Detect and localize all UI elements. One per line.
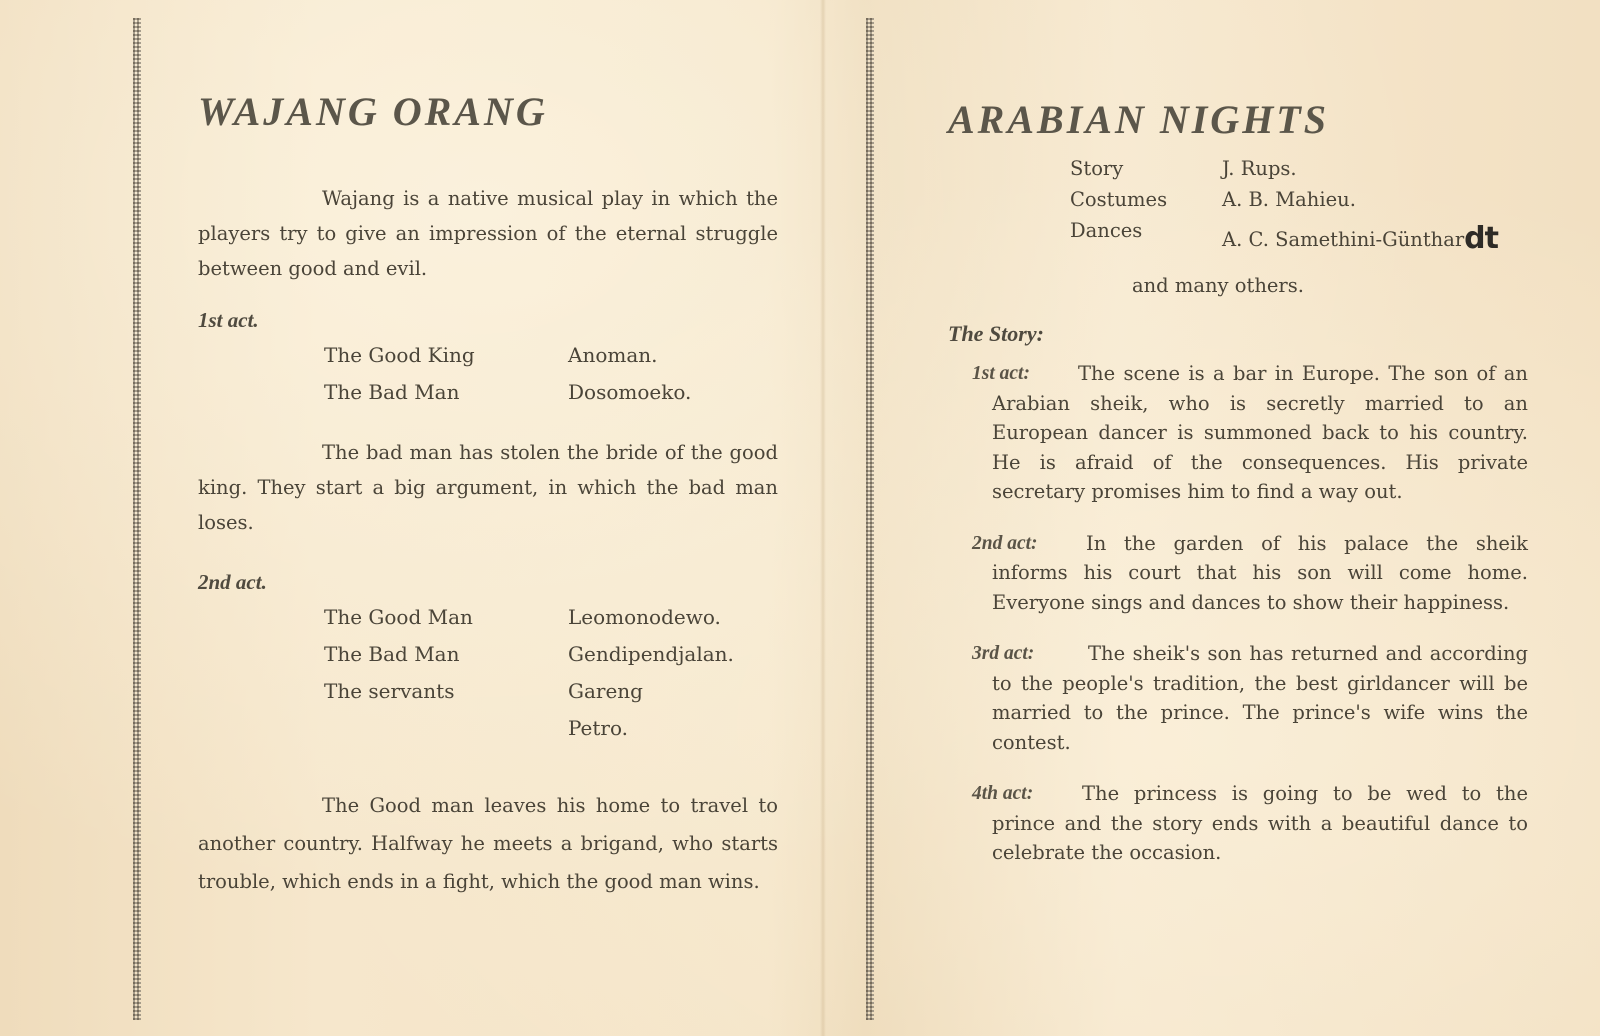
credit-name-printed: A. C. Samethini-Günthar xyxy=(1222,228,1465,251)
act2-text: The Good man leaves his home to travel to another country. Halfway he meets a brigand, who starts trouble, which ends in a fight, which the good man wins. xyxy=(198,794,778,893)
credits-list xyxy=(948,157,1528,256)
cast-role: The Good Man xyxy=(324,605,473,629)
act1-cast xyxy=(198,343,778,417)
cast-actor: Dosomoeko. xyxy=(568,380,692,404)
act2-cast xyxy=(198,605,778,753)
credit-row xyxy=(948,219,1528,256)
cast-actor: Petro. xyxy=(568,716,629,740)
wajang-orang-page xyxy=(198,88,778,901)
cast-row xyxy=(198,642,778,679)
story-act-2 xyxy=(948,529,1528,618)
credit-name: A. B. Mahieu. xyxy=(1222,188,1356,211)
cast-actor: Gendipendjalan. xyxy=(568,642,734,666)
cast-actor: Gareng xyxy=(568,679,643,703)
story-act-label: 4th act: xyxy=(972,783,1034,804)
story-act-4 xyxy=(948,779,1528,868)
cast-role: The Good King xyxy=(324,343,475,367)
cast-role: The Bad Man xyxy=(324,642,460,666)
arabian-nights-page xyxy=(948,96,1528,868)
credit-label: Story xyxy=(1070,157,1124,180)
credit-label: Costumes xyxy=(1070,188,1168,211)
story-act-label: 1st act: xyxy=(972,363,1030,384)
story-act-text: The sheik's son has returned and according to the people's tradition, the best girldancer will be married to the prince. The prince's wife wins the contest. xyxy=(992,642,1528,754)
cast-actor: Leomonodewo. xyxy=(568,605,721,629)
and-many-others: and many others. xyxy=(1132,274,1304,297)
handwritten-correction: dt xyxy=(1464,221,1498,256)
story-act-text: The scene is a bar in Europe. The son of an Arabian sheik, who is secretly married to an European dancer is summoned back to his country. He is afraid of the consequences. His private secretary promises him to find a way out. xyxy=(992,362,1528,503)
cast-row xyxy=(198,716,778,753)
story-act-3 xyxy=(948,639,1528,757)
credit-row xyxy=(948,157,1528,188)
story-acts xyxy=(948,359,1528,868)
credit-name xyxy=(1222,219,1498,254)
credit-row xyxy=(948,188,1528,219)
arabian-nights-title: ARABIAN NIGHTS xyxy=(948,97,1329,142)
cast-row xyxy=(198,679,778,716)
act2-heading: 2nd act. xyxy=(198,570,267,594)
story-act-text: In the garden of his palace the sheik informs his court that his son will come home. Everyone sings and dances to show their happiness. xyxy=(992,531,1528,614)
cast-row xyxy=(198,605,778,642)
story-act-label: 3rd act: xyxy=(972,643,1035,664)
left-dotted-border xyxy=(133,18,141,1020)
story-heading: The Story: xyxy=(948,321,1044,346)
story-act-label: 2nd act: xyxy=(972,532,1038,554)
story-act-text: The princess is going to be wed to the prince and the story ends with a beautiful dance to celebrate the occasion. xyxy=(992,782,1528,864)
cast-actor: Anoman. xyxy=(568,343,658,367)
act1-text: The bad man has stolen the bride of the good king. They start a big argument, in which the bad man loses. xyxy=(198,441,778,534)
cast-row xyxy=(198,343,778,380)
credit-label: Dances xyxy=(1070,219,1143,242)
wajang-intro: Wajang is a native musical play in which the players try to give an impression of the eternal struggle between good and evil. xyxy=(198,187,778,280)
cast-role: The Bad Man xyxy=(324,380,460,404)
center-fold xyxy=(820,0,826,1036)
story-act-1 xyxy=(948,359,1528,507)
cast-role: The servants xyxy=(324,679,455,703)
center-dotted-border xyxy=(866,18,874,1020)
cast-row xyxy=(198,380,778,417)
act1-heading: 1st act. xyxy=(198,308,259,332)
credit-name: J. Rups. xyxy=(1222,157,1297,180)
wajang-orang-title: WAJANG ORANG xyxy=(198,89,548,134)
